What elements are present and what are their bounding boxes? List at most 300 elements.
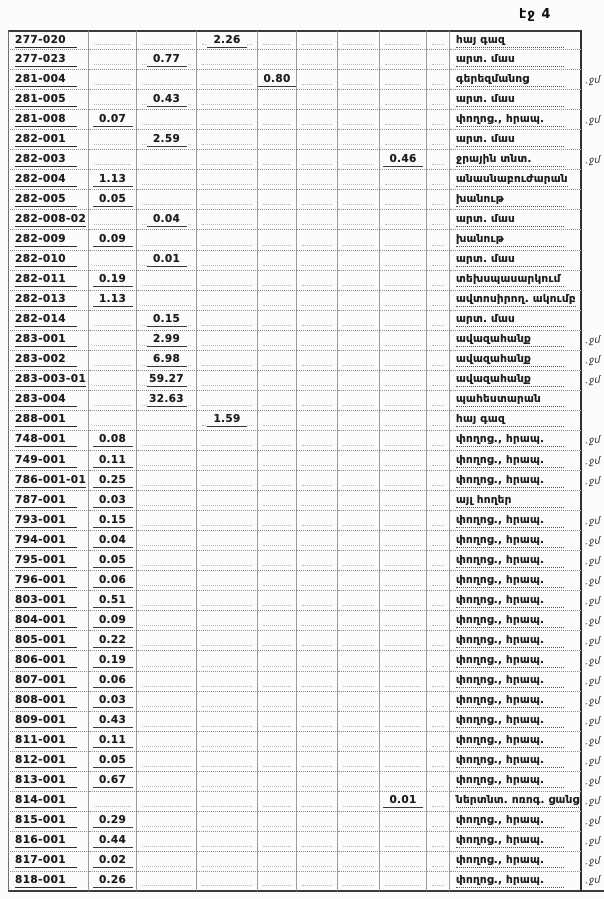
margin-mark-cell (582, 90, 604, 110)
value-cell-6 (338, 511, 380, 531)
table-row (8, 70, 604, 90)
area-value: 0.51 (93, 594, 133, 608)
parcel-code: 815-001 (15, 814, 77, 828)
value-cell-4 (258, 251, 297, 271)
value-cell-8 (427, 772, 450, 792)
area-value: 0.04 (93, 534, 133, 548)
parcel-code-cell (8, 130, 89, 150)
area-value: 0.03 (93, 494, 133, 508)
margin-mark-cell (582, 732, 604, 752)
parcel-code: 796-001 (15, 574, 77, 588)
area-value: 1.59 (207, 413, 247, 427)
value-cell-2 (137, 712, 197, 732)
land-use-label: այլ հողեր (456, 494, 564, 508)
table-row (8, 311, 604, 331)
land-use-cell (450, 491, 582, 511)
margin-mark-cell (582, 70, 604, 90)
value-cell-3 (197, 331, 258, 351)
value-cell-5 (297, 692, 338, 712)
value-cell-5 (297, 190, 338, 210)
land-use-cell (450, 371, 582, 391)
margin-mark-cell (582, 631, 604, 651)
parcel-code: 811-001 (15, 734, 77, 748)
margin-mark-cell (582, 471, 604, 491)
parcel-code-cell (8, 651, 89, 671)
margin-mark-cell (582, 271, 604, 291)
value-cell-1 (89, 110, 137, 130)
value-cell-7 (380, 772, 427, 792)
value-cell-7 (380, 792, 427, 812)
value-cell-3 (197, 351, 258, 371)
value-cell-2 (137, 411, 197, 431)
handwritten-mark: . ջմ (585, 756, 601, 768)
parcel-code: 814-001 (15, 794, 77, 808)
parcel-code-cell (8, 50, 89, 70)
parcel-code: 283-004 (15, 393, 77, 407)
value-cell-1 (89, 371, 137, 391)
value-cell-7 (380, 732, 427, 752)
parcel-code: 748-001 (15, 433, 77, 447)
margin-mark-cell (582, 712, 604, 732)
value-cell-5 (297, 331, 338, 351)
margin-mark-cell (582, 311, 604, 331)
table-row (8, 371, 604, 391)
value-cell-7 (380, 150, 427, 170)
value-cell-5 (297, 291, 338, 311)
value-cell-6 (338, 110, 380, 130)
land-use-cell (450, 591, 582, 611)
value-cell-5 (297, 531, 338, 551)
land-use-cell (450, 411, 582, 431)
value-cell-3 (197, 411, 258, 431)
land-use-cell (450, 511, 582, 531)
handwritten-mark: . ջմ (585, 676, 601, 688)
value-cell-6 (338, 852, 380, 872)
value-cell-4 (258, 230, 297, 250)
value-cell-3 (197, 692, 258, 712)
parcel-code-cell (8, 90, 89, 110)
table-row (8, 591, 604, 611)
land-use-label: փողոց., հրապ. (456, 754, 564, 768)
value-cell-5 (297, 411, 338, 431)
value-cell-3 (197, 812, 258, 832)
margin-mark-cell (582, 251, 604, 271)
area-value: 0.67 (93, 774, 133, 788)
table-row (8, 251, 604, 271)
value-cell-1 (89, 391, 137, 411)
area-value: 0.02 (93, 854, 133, 868)
value-cell-1 (89, 411, 137, 431)
area-value: 0.46 (383, 153, 423, 167)
value-cell-6 (338, 712, 380, 732)
value-cell-5 (297, 551, 338, 571)
table-row (8, 291, 604, 311)
handwritten-mark: . ջմ (585, 856, 601, 868)
value-cell-5 (297, 511, 338, 531)
value-cell-7 (380, 271, 427, 291)
value-cell-8 (427, 371, 450, 391)
value-cell-8 (427, 672, 450, 692)
value-cell-1 (89, 90, 137, 110)
land-use-label: ներտնտ. ոռոգ. ցանց (456, 794, 580, 807)
value-cell-7 (380, 411, 427, 431)
value-cell-4 (258, 190, 297, 210)
handwritten-mark: . ջմ (585, 836, 601, 848)
parcel-code-cell (8, 251, 89, 271)
value-cell-8 (427, 170, 450, 190)
margin-mark-cell (582, 170, 604, 190)
area-value: 0.25 (93, 474, 133, 488)
value-cell-4 (258, 291, 297, 311)
value-cell-5 (297, 451, 338, 471)
value-cell-4 (258, 571, 297, 591)
value-cell-1 (89, 451, 137, 471)
value-cell-2 (137, 852, 197, 872)
value-cell-5 (297, 431, 338, 451)
land-use-cell (450, 611, 582, 631)
parcel-code-cell (8, 591, 89, 611)
value-cell-3 (197, 230, 258, 250)
value-cell-5 (297, 611, 338, 631)
value-cell-5 (297, 130, 338, 150)
value-cell-5 (297, 371, 338, 391)
parcel-code: 283-002 (15, 353, 77, 367)
value-cell-4 (258, 832, 297, 852)
land-use-label: հայ գազ (456, 34, 564, 48)
area-value: 1.13 (93, 173, 133, 187)
value-cell-2 (137, 531, 197, 551)
page-number: էջ 4 (519, 7, 552, 22)
value-cell-6 (338, 471, 380, 491)
margin-mark-cell (582, 511, 604, 531)
handwritten-mark: . ջմ (585, 154, 601, 166)
margin-mark-cell (582, 110, 604, 130)
value-cell-6 (338, 812, 380, 832)
value-cell-7 (380, 571, 427, 591)
value-cell-1 (89, 351, 137, 371)
value-cell-7 (380, 70, 427, 90)
value-cell-3 (197, 271, 258, 291)
value-cell-8 (427, 732, 450, 752)
parcel-code: 817-001 (15, 854, 77, 868)
value-cell-3 (197, 210, 258, 230)
value-cell-4 (258, 591, 297, 611)
parcel-code-cell (8, 732, 89, 752)
land-use-label: փողոց., հրապ. (456, 674, 564, 688)
value-cell-1 (89, 190, 137, 210)
area-value: 0.03 (93, 694, 133, 708)
value-cell-6 (338, 772, 380, 792)
land-use-cell (450, 571, 582, 591)
parcel-table (8, 30, 604, 892)
handwritten-mark: . ջմ (585, 355, 601, 367)
value-cell-4 (258, 471, 297, 491)
parcel-code-cell (8, 712, 89, 732)
value-cell-4 (258, 692, 297, 712)
value-cell-7 (380, 531, 427, 551)
land-use-label: փողոց., հրապ. (456, 614, 564, 628)
land-use-label: փողոց., հրապ. (456, 654, 564, 668)
value-cell-8 (427, 90, 450, 110)
value-cell-2 (137, 551, 197, 571)
parcel-code: 804-001 (15, 614, 77, 628)
area-value: 0.19 (93, 273, 133, 287)
value-cell-2 (137, 130, 197, 150)
parcel-code: 805-001 (15, 634, 77, 648)
handwritten-mark: . ջմ (585, 435, 601, 447)
land-use-label: փողոց., հրապ. (456, 714, 564, 728)
value-cell-6 (338, 672, 380, 692)
value-cell-6 (338, 150, 380, 170)
handwritten-mark: . ջմ (585, 475, 601, 487)
value-cell-6 (338, 491, 380, 511)
value-cell-6 (338, 391, 380, 411)
value-cell-2 (137, 110, 197, 130)
parcel-code-cell (8, 551, 89, 571)
value-cell-8 (427, 752, 450, 772)
value-cell-8 (427, 351, 450, 371)
land-use-label: փողոց., հրապ. (456, 734, 564, 748)
value-cell-4 (258, 651, 297, 671)
area-value: 0.80 (258, 73, 297, 87)
value-cell-7 (380, 170, 427, 190)
area-value: 2.59 (147, 133, 187, 147)
land-use-label: պահեստարան (456, 393, 564, 407)
area-value: 0.44 (93, 834, 133, 848)
land-use-cell (450, 451, 582, 471)
parcel-code-cell (8, 311, 89, 331)
value-cell-8 (427, 190, 450, 210)
value-cell-2 (137, 311, 197, 331)
land-use-cell (450, 170, 582, 190)
value-cell-7 (380, 611, 427, 631)
value-cell-3 (197, 611, 258, 631)
margin-mark-cell (582, 672, 604, 692)
value-cell-7 (380, 30, 427, 50)
value-cell-5 (297, 230, 338, 250)
value-cell-5 (297, 852, 338, 872)
value-cell-8 (427, 591, 450, 611)
land-use-cell (450, 230, 582, 250)
table-row (8, 511, 604, 531)
value-cell-7 (380, 190, 427, 210)
value-cell-7 (380, 591, 427, 611)
value-cell-1 (89, 852, 137, 872)
value-cell-2 (137, 812, 197, 832)
land-use-label: փողոց., հրապ. (456, 534, 564, 548)
margin-mark-cell (582, 591, 604, 611)
land-use-label: ավազահանք (456, 373, 564, 387)
area-value: 0.01 (147, 253, 187, 267)
value-cell-8 (427, 251, 450, 271)
value-cell-6 (338, 331, 380, 351)
margin-mark-cell (582, 130, 604, 150)
value-cell-1 (89, 812, 137, 832)
parcel-code: 809-001 (15, 714, 77, 728)
value-cell-3 (197, 712, 258, 732)
value-cell-8 (427, 471, 450, 491)
value-cell-3 (197, 251, 258, 271)
parcel-code: 282-011 (15, 273, 77, 287)
value-cell-5 (297, 832, 338, 852)
value-cell-1 (89, 712, 137, 732)
value-cell-7 (380, 210, 427, 230)
land-use-cell (450, 90, 582, 110)
area-value: 6.98 (147, 353, 187, 367)
handwritten-mark: . ջմ (585, 335, 601, 347)
value-cell-1 (89, 170, 137, 190)
value-cell-5 (297, 50, 338, 70)
land-use-label: արտ. մաս (456, 93, 564, 107)
value-cell-8 (427, 611, 450, 631)
value-cell-4 (258, 551, 297, 571)
margin-mark-cell (582, 331, 604, 351)
value-cell-3 (197, 371, 258, 391)
value-cell-7 (380, 631, 427, 651)
parcel-code: 794-001 (15, 534, 77, 548)
value-cell-6 (338, 531, 380, 551)
parcel-code-cell (8, 70, 89, 90)
margin-mark-cell (582, 531, 604, 551)
parcel-code: 283-001 (15, 333, 77, 347)
value-cell-2 (137, 471, 197, 491)
handwritten-mark: . ջմ (585, 776, 601, 788)
land-use-cell (450, 431, 582, 451)
value-cell-8 (427, 551, 450, 571)
table-row (8, 611, 604, 631)
parcel-code: 283-003-01 (15, 373, 87, 386)
value-cell-1 (89, 591, 137, 611)
value-cell-5 (297, 471, 338, 491)
value-cell-1 (89, 491, 137, 511)
value-cell-1 (89, 551, 137, 571)
value-cell-2 (137, 651, 197, 671)
value-cell-6 (338, 130, 380, 150)
margin-mark-cell (582, 852, 604, 872)
area-value: 0.22 (93, 634, 133, 648)
value-cell-2 (137, 70, 197, 90)
parcel-code: 282-008-02 (15, 212, 87, 225)
land-use-label: ավազահանք (456, 333, 564, 347)
value-cell-2 (137, 190, 197, 210)
land-use-cell (450, 50, 582, 70)
land-use-cell (450, 531, 582, 551)
area-value: 0.26 (93, 874, 133, 888)
value-cell-3 (197, 792, 258, 812)
value-cell-5 (297, 110, 338, 130)
value-cell-4 (258, 672, 297, 692)
table-row (8, 571, 604, 591)
value-cell-8 (427, 411, 450, 431)
value-cell-7 (380, 832, 427, 852)
value-cell-1 (89, 251, 137, 271)
parcel-code-cell (8, 471, 89, 491)
parcel-code-cell (8, 210, 89, 230)
parcel-code-cell (8, 872, 89, 892)
value-cell-7 (380, 130, 427, 150)
value-cell-4 (258, 210, 297, 230)
parcel-code: 282-004 (15, 173, 77, 187)
value-cell-5 (297, 30, 338, 50)
land-use-cell (450, 792, 582, 812)
margin-mark-cell (582, 30, 604, 50)
land-use-cell (450, 772, 582, 792)
area-value: 0.11 (93, 454, 133, 468)
parcel-code-cell (8, 351, 89, 371)
value-cell-7 (380, 291, 427, 311)
land-use-label: փողոց., հրապ. (456, 814, 564, 828)
value-cell-3 (197, 391, 258, 411)
parcel-code-cell (8, 371, 89, 391)
value-cell-6 (338, 551, 380, 571)
parcel-code-cell (8, 772, 89, 792)
parcel-code-cell (8, 491, 89, 511)
land-use-label: փողոց., հրապ. (456, 474, 564, 488)
land-use-cell (450, 190, 582, 210)
value-cell-5 (297, 812, 338, 832)
value-cell-4 (258, 271, 297, 291)
parcel-code: 808-001 (15, 694, 77, 708)
parcel-code: 281-004 (15, 73, 77, 87)
value-cell-4 (258, 451, 297, 471)
value-cell-2 (137, 732, 197, 752)
value-cell-3 (197, 170, 258, 190)
value-cell-4 (258, 30, 297, 50)
land-use-cell (450, 291, 582, 311)
value-cell-5 (297, 792, 338, 812)
value-cell-1 (89, 732, 137, 752)
area-value: 59.27 (147, 373, 187, 387)
margin-mark-cell (582, 210, 604, 230)
table-row (8, 692, 604, 712)
value-cell-6 (338, 371, 380, 391)
value-cell-8 (427, 70, 450, 90)
value-cell-7 (380, 852, 427, 872)
value-cell-6 (338, 832, 380, 852)
land-use-label: փողոց., հրապ. (456, 433, 564, 447)
value-cell-8 (427, 852, 450, 872)
value-cell-7 (380, 752, 427, 772)
area-value: 32.63 (147, 393, 187, 407)
value-cell-3 (197, 752, 258, 772)
parcel-code-cell (8, 391, 89, 411)
value-cell-8 (427, 651, 450, 671)
margin-mark-cell (582, 792, 604, 812)
parcel-code-cell (8, 291, 89, 311)
value-cell-5 (297, 170, 338, 190)
value-cell-1 (89, 832, 137, 852)
land-use-label: խանութ (456, 233, 564, 247)
value-cell-2 (137, 230, 197, 250)
value-cell-4 (258, 371, 297, 391)
land-use-cell (450, 271, 582, 291)
land-use-cell (450, 331, 582, 351)
land-use-cell (450, 30, 582, 50)
land-use-label: փողոց., հրապ. (456, 454, 564, 468)
land-use-cell (450, 110, 582, 130)
table-row (8, 772, 604, 792)
parcel-code-cell (8, 150, 89, 170)
value-cell-4 (258, 611, 297, 631)
value-cell-1 (89, 291, 137, 311)
margin-mark-cell (582, 832, 604, 852)
handwritten-mark: . ջմ (585, 74, 601, 86)
land-use-cell (450, 872, 582, 892)
value-cell-6 (338, 210, 380, 230)
parcel-code: 281-005 (15, 93, 77, 107)
value-cell-4 (258, 130, 297, 150)
margin-mark-cell (582, 872, 604, 892)
